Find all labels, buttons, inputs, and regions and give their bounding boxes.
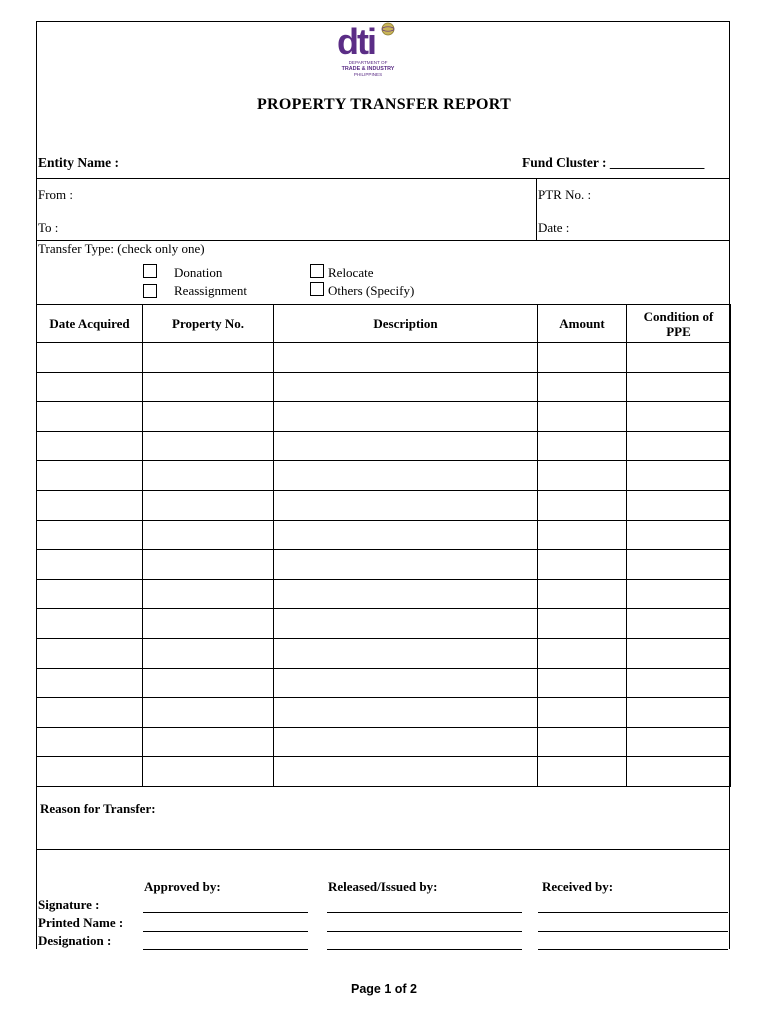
table-cell[interactable] [538,668,627,698]
table-cell[interactable] [627,490,731,520]
table-row [37,402,731,432]
table-cell[interactable] [274,461,538,491]
header-description: Description [274,305,538,343]
received-by-label: Received by: [542,879,614,894]
table-cell[interactable] [538,638,627,668]
table-cell[interactable] [627,579,731,609]
table-row [37,757,731,787]
table-body [37,343,731,787]
table-cell[interactable] [143,520,274,550]
logo-subtitle [337,60,399,78]
table-cell[interactable] [627,520,731,550]
table-cell[interactable] [37,668,143,698]
table-cell[interactable] [274,727,538,757]
table-cell[interactable] [538,609,627,639]
table-cell[interactable] [37,609,143,639]
received-signature-line[interactable] [538,912,728,913]
table-row [37,668,731,698]
approved-signature-line[interactable] [143,912,308,913]
table-cell[interactable] [37,727,143,757]
header-property-no: Property No. [143,305,274,343]
table-cell[interactable] [37,520,143,550]
table-cell[interactable] [627,698,731,728]
table-row [37,638,731,668]
table-cell[interactable] [274,638,538,668]
divider-from-section [36,178,730,179]
logo-line1: DEPARTMENT OF [348,60,388,65]
logo-globe-icon [381,22,395,36]
table-cell[interactable] [37,343,143,373]
relocate-label: Relocate [328,265,374,280]
to-label: To : [38,220,59,235]
table-row [37,372,731,402]
table-cell[interactable] [37,698,143,728]
reassignment-label: Reassignment [174,283,247,298]
table-row [37,431,731,461]
logo-wordmark: dti [337,21,375,62]
table-cell[interactable] [37,638,143,668]
table-cell[interactable] [143,431,274,461]
table-cell[interactable] [274,609,538,639]
received-designation-line[interactable] [538,949,728,950]
table-row [37,550,731,580]
released-name-line[interactable] [327,931,522,932]
table-cell[interactable] [143,550,274,580]
table-cell[interactable] [538,579,627,609]
table-cell[interactable] [274,520,538,550]
table-cell[interactable] [274,757,538,787]
table-cell[interactable] [627,609,731,639]
table-cell[interactable] [37,757,143,787]
printed-name-label: Printed Name : [38,915,124,930]
designation-label: Designation : [38,933,112,948]
table-cell[interactable] [627,757,731,787]
from-label: From : [38,187,74,202]
table-cell[interactable] [274,698,538,728]
header-condition: Condition of PPE [627,305,731,343]
table-cell[interactable] [37,579,143,609]
table-cell[interactable] [627,461,731,491]
table-cell[interactable] [143,668,274,698]
others-label: Others (Specify) [328,283,415,298]
table-cell[interactable] [274,402,538,432]
table-cell[interactable] [627,668,731,698]
table-row [37,490,731,520]
table-cell[interactable] [538,727,627,757]
table-cell[interactable] [37,402,143,432]
table-cell[interactable] [627,550,731,580]
table-cell[interactable] [274,372,538,402]
table-cell[interactable] [274,579,538,609]
table-cell[interactable] [538,402,627,432]
released-signature-line[interactable] [327,912,522,913]
table-cell[interactable] [143,727,274,757]
relocate-checkbox[interactable] [310,264,324,278]
table-cell[interactable] [143,402,274,432]
signature-label: Signature : [38,897,100,912]
table-cell[interactable] [37,372,143,402]
entity-name-label: Entity Name : [38,155,119,170]
date-label: Date : [538,220,570,235]
others-checkbox[interactable] [310,282,324,296]
table-cell[interactable] [627,343,731,373]
header-amount: Amount [538,305,627,343]
table-row [37,520,731,550]
reason-label: Reason for Transfer: [40,801,156,816]
table-header-row [37,305,731,343]
table-cell[interactable] [143,757,274,787]
table-cell[interactable] [538,550,627,580]
table-cell[interactable] [143,698,274,728]
table-cell[interactable] [538,490,627,520]
table-row [37,698,731,728]
logo-line3: PHILIPPINES [353,72,383,77]
donation-checkbox[interactable] [143,264,157,278]
fund-cluster-label: Fund Cluster : ______________ [522,155,705,170]
approved-name-line[interactable] [143,931,308,932]
table-cell[interactable] [143,579,274,609]
donation-label: Donation [174,265,223,280]
table-cell[interactable] [274,431,538,461]
header-date-acquired: Date Acquired [37,305,143,343]
page-footer: Page 1 of 2 [351,982,417,996]
table-cell[interactable] [143,372,274,402]
divider-signatories [36,849,730,850]
page-title: PROPERTY TRANSFER REPORT [256,96,512,113]
table-cell[interactable] [538,698,627,728]
logo-line2: TRADE & INDUSTRY [341,66,395,72]
table-cell[interactable] [274,343,538,373]
table-cell[interactable] [538,757,627,787]
approved-designation-line[interactable] [143,949,308,950]
table-row [37,579,731,609]
divider-ptr-column [536,178,537,240]
table-row [37,609,731,639]
approved-by-label: Approved by: [144,879,221,894]
table-cell[interactable] [538,343,627,373]
table-cell[interactable] [143,638,274,668]
ptr-no-label: PTR No. : [538,187,592,202]
table-row [37,461,731,491]
released-designation-line[interactable] [327,949,522,950]
table-cell[interactable] [538,520,627,550]
table-cell[interactable] [274,490,538,520]
table-cell[interactable] [627,638,731,668]
table-cell[interactable] [274,668,538,698]
table-cell[interactable] [627,727,731,757]
divider-reason-top [36,786,730,787]
property-table [36,304,731,787]
transfer-type-label: Transfer Type: (check only one) [38,241,205,256]
table-cell[interactable] [274,550,538,580]
table-cell[interactable] [627,402,731,432]
table-cell[interactable] [538,461,627,491]
table-cell[interactable] [37,490,143,520]
table-cell[interactable] [143,490,274,520]
table-row [37,343,731,373]
table-row [37,727,731,757]
table-cell[interactable] [538,431,627,461]
table-cell[interactable] [143,609,274,639]
reassignment-checkbox[interactable] [143,284,157,298]
table-cell[interactable] [627,372,731,402]
table-cell[interactable] [538,372,627,402]
released-by-label: Released/Issued by: [328,879,438,894]
table-cell[interactable] [143,461,274,491]
received-name-line[interactable] [538,931,728,932]
table-cell[interactable] [143,343,274,373]
table-cell[interactable] [37,461,143,491]
table-cell[interactable] [37,431,143,461]
table-cell[interactable] [37,550,143,580]
dti-logo [337,22,399,82]
table-cell[interactable] [627,431,731,461]
